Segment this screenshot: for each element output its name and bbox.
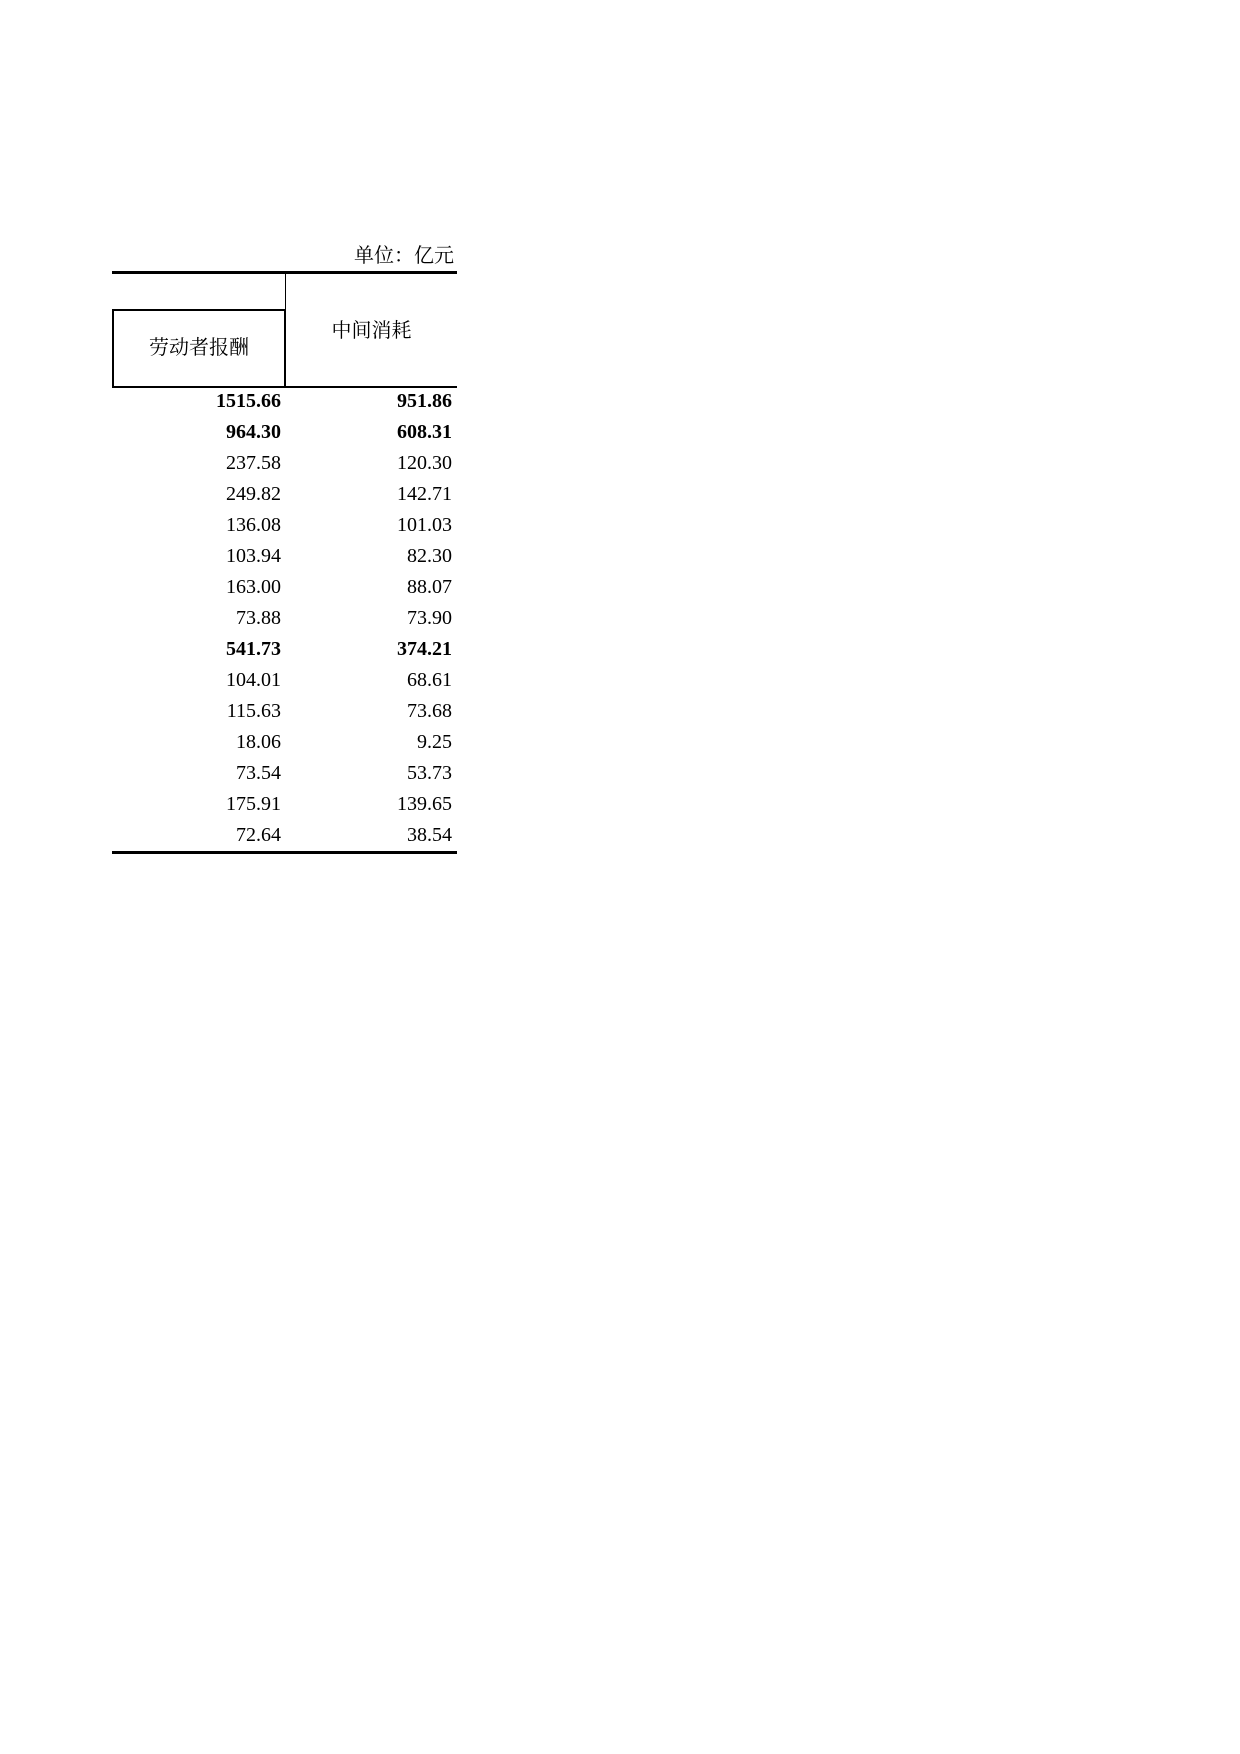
cell-labor-compensation: 237.58 — [226, 452, 281, 474]
table-row — [112, 789, 457, 820]
table-row — [112, 386, 457, 417]
table-row — [112, 572, 457, 603]
cell-labor-compensation: 175.91 — [226, 793, 281, 815]
cell-intermediate-consumption: 374.21 — [397, 638, 452, 660]
table-row — [112, 758, 457, 789]
table-row — [112, 727, 457, 758]
cell-intermediate-consumption: 120.30 — [397, 452, 452, 474]
cell-labor-compensation: 73.88 — [236, 607, 281, 629]
cell-intermediate-consumption: 68.61 — [407, 669, 452, 691]
cell-intermediate-consumption: 38.54 — [407, 824, 452, 846]
table-row — [112, 665, 457, 696]
cell-intermediate-consumption: 951.86 — [397, 390, 452, 412]
cell-labor-compensation: 1515.66 — [216, 390, 281, 412]
cell-labor-compensation: 115.63 — [226, 700, 281, 722]
cell-labor-compensation: 18.06 — [236, 731, 281, 753]
cell-labor-compensation: 249.82 — [226, 483, 281, 505]
cell-labor-compensation: 72.64 — [236, 824, 281, 846]
cell-intermediate-consumption: 101.03 — [397, 514, 452, 536]
cell-intermediate-consumption: 73.90 — [407, 607, 452, 629]
table-row — [112, 417, 457, 448]
table-row — [112, 448, 457, 479]
table-row — [112, 634, 457, 665]
cell-labor-compensation: 163.00 — [226, 576, 281, 598]
cell-intermediate-consumption: 142.71 — [397, 483, 452, 505]
cell-intermediate-consumption: 73.68 — [407, 700, 452, 722]
cell-labor-compensation: 104.01 — [226, 669, 281, 691]
cell-intermediate-consumption: 139.65 — [397, 793, 452, 815]
table-row — [112, 510, 457, 541]
cell-labor-compensation: 964.30 — [226, 421, 281, 443]
header-labor-compensation: 劳动者报酬 — [149, 335, 249, 359]
cell-intermediate-consumption: 82.30 — [407, 545, 452, 567]
cell-intermediate-consumption: 88.07 — [407, 576, 452, 598]
cell-labor-compensation: 103.94 — [226, 545, 281, 567]
cell-labor-compensation: 541.73 — [226, 638, 281, 660]
table-row — [112, 541, 457, 572]
table-row — [112, 479, 457, 510]
unit-label: 单位：亿元 — [354, 243, 454, 267]
table-row — [112, 820, 457, 851]
table-row — [112, 696, 457, 727]
cell-labor-compensation: 136.08 — [226, 514, 281, 536]
cell-labor-compensation: 73.54 — [236, 762, 281, 784]
header-intermediate-consumption: 中间消耗 — [331, 318, 412, 342]
cell-intermediate-consumption: 53.73 — [407, 762, 452, 784]
bottom-rule — [112, 851, 457, 854]
table-row — [112, 603, 457, 634]
table-body — [112, 386, 457, 851]
cell-intermediate-consumption: 608.31 — [397, 421, 452, 443]
cell-intermediate-consumption: 9.25 — [417, 731, 452, 753]
